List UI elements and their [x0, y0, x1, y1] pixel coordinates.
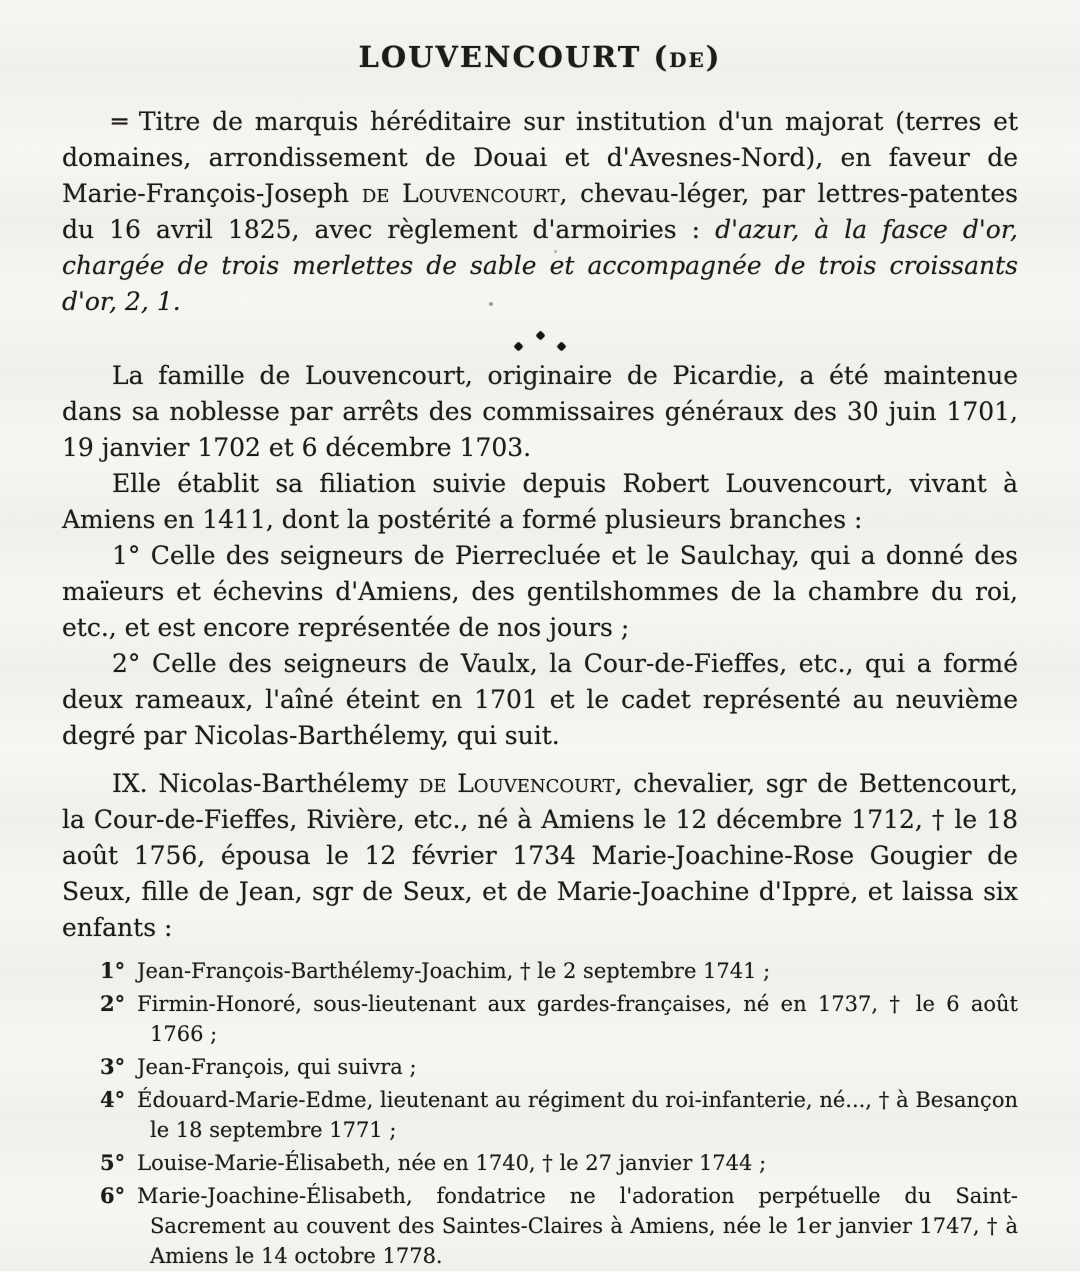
paragraph-filiation	[62, 466, 1018, 538]
paragraph-text: 2° Celle des seigneurs de Vaulx, la Cour-de-Fieffes, etc., qui a formé deux rameaux, l'aîné éteint en 1701 et le cadet représenté au neuvième degré par Nicolas-Barthélemy, qui suit.	[62, 649, 1018, 750]
asterism-top-row	[537, 332, 544, 339]
family-name-smallcaps: de Louvencourt	[418, 769, 615, 798]
list-item-ordinal: 4°	[100, 1087, 126, 1112]
paragraph-generation-ix	[62, 766, 1018, 946]
paragraph-text: La famille de Louvencourt, originaire de Picardie, a été maintenue dans sa noblesse par arrêts des commissaires généraux des 30 juin 1701, 19 janvier 1702 et 6 décembre 1703.	[62, 361, 1018, 462]
list-item-text: Jean-François, qui suivra ;	[137, 1055, 417, 1079]
asterism-divider-icon	[62, 332, 1018, 350]
paragraph-text: , chevau-léger, par lettres-patentes du 16 avril 1825, avec règlement d'armoiries :	[62, 179, 1018, 244]
page-title	[62, 40, 1018, 74]
scan-speck	[842, 882, 845, 885]
list-item	[100, 1085, 1018, 1145]
asterism-bottom-row	[515, 343, 565, 350]
list-item-ordinal: 2°	[100, 991, 126, 1016]
paragraph-text: , chevalier, sgr de Bettencourt, la Cour-de-Fieffes, Rivière, etc., né à Amiens le 12 décembre 1712, † le 18 août 1756, épousa le 12 février 1734 Marie-Joachine-Rose Gougier de Seux, fille de Jean, sgr de Seux, et de Marie-Joachine d'Ippre, et laissa six enfants :	[62, 769, 1019, 942]
title-main: LOUVENCOURT (	[358, 40, 670, 74]
list-item-text: Louise-Marie-Élisabeth, née en 1740, † le 27 janvier 1744 ;	[137, 1151, 767, 1175]
scan-speck	[554, 250, 557, 253]
list-item	[100, 956, 1018, 986]
family-name-smallcaps: de Louvencourt	[361, 179, 560, 208]
list-item	[100, 1181, 1018, 1271]
paragraph-branch-1	[62, 538, 1018, 646]
list-item-text: Marie-Joachine-Élisabeth, fondatrice ne l'adoration perpétuelle du Saint-Sacrement au couvent des Saintes-Claires à Amiens, née le 1er janvier 1747, † à Amiens le 14 octobre 1778.	[137, 1184, 1018, 1268]
list-item	[100, 989, 1018, 1049]
list-item	[100, 1148, 1018, 1178]
list-item-text: Édouard-Marie-Edme, lieutenant au régiment du roi-infanterie, né..., † à Besançon le 18 septembre 1771 ;	[137, 1088, 1018, 1142]
list-item-text: Firmin-Honoré, sous-lieutenant aux gardes-françaises, né en 1737, † le 6 août 1766 ;	[137, 992, 1018, 1046]
scan-speck	[489, 302, 493, 306]
paragraph-text: ═ Titre de marquis héréditaire sur institution d'un majorat (terres et domaines, arrondissement de Douai et d'Avesnes-Nord), en faveur de Marie-François-Joseph	[62, 107, 1018, 208]
paragraph-text: Elle établit sa filiation suivie depuis Robert Louvencourt, vivant à Amiens en 1411, dont la postérité a formé plusieurs branches :	[62, 469, 1018, 534]
title-close-paren: )	[705, 40, 722, 74]
children-list	[100, 956, 1018, 1271]
list-item-ordinal: 6°	[100, 1183, 126, 1208]
asterism-dot	[535, 331, 545, 341]
paragraph-text: IX. Nicolas-Barthélemy	[112, 769, 419, 798]
paragraph-branch-2	[62, 646, 1018, 754]
title-particle: de	[669, 40, 706, 74]
list-item-ordinal: 1°	[100, 958, 126, 983]
list-item-ordinal: 3°	[100, 1054, 126, 1079]
blazon-italic-text: d'azur, à la fasce d'or, chargée de trois merlettes de sable et accompagnée de trois croissants d'or, 2, 1.	[62, 215, 1018, 316]
paragraph-title-grant	[62, 104, 1018, 320]
list-item-ordinal: 5°	[100, 1150, 126, 1175]
asterism-dot	[514, 342, 524, 352]
paragraph-text: 1° Celle des seigneurs de Pierrecluée et le Saulchay, qui a donné des maïeurs et échevins d'Amiens, des gentilshommes de la chambre du roi, etc., et est encore représentée de nos jours ;	[62, 541, 1018, 642]
paragraph-family-origin	[62, 358, 1018, 466]
asterism-dot	[557, 342, 567, 352]
list-item	[100, 1052, 1018, 1082]
list-item-text: Jean-François-Barthélemy-Joachim, † le 2 septembre 1741 ;	[137, 959, 771, 983]
